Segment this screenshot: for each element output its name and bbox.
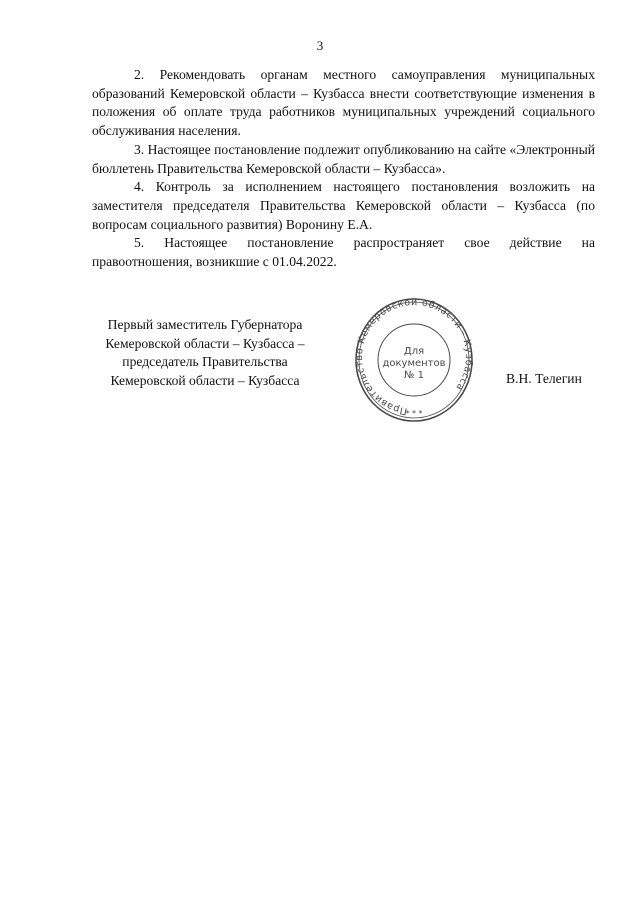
paragraph-5: 5. Настоящее постановление распространяет свое действие на правоотношения, возникшие с 01.04.2022. xyxy=(92,235,595,270)
signatory-position xyxy=(80,316,330,391)
seal-ring-text: Правительство Кемеровской области – Кузбасса xyxy=(354,296,474,417)
paragraph-3: 3. Настоящее постановление подлежит опубликованию на сайте «Электронный бюллетень Правительства Кемеровской области – Кузбасса». xyxy=(92,141,595,176)
seal-center-line: Для xyxy=(403,346,425,357)
official-seal xyxy=(354,296,474,424)
paragraph-2: 2. Рекомендовать органам местного самоуправления муниципальных образований Кемеровской области – Кузбасса внести соответствующие изменения в положения об оплате труда работников муниципальных учреждений социального обслуживания населения. xyxy=(92,67,595,139)
seal-center-line: № 1 xyxy=(404,370,424,381)
position-line: председатель Правительства xyxy=(122,354,288,370)
seal-center-line: документов xyxy=(382,358,446,369)
position-line: Первый заместитель Губернатора xyxy=(107,317,303,332)
page-number: 3 xyxy=(316,38,324,53)
paragraph-4: 4. Контроль за исполнением настоящего постановления возложить на заместителя председателя Правительства Кемеровской области – Кузбасса (по вопросам социального развития) Воронину Е.А. xyxy=(92,179,595,232)
position-line: Кемеровской области – Кузбасса – xyxy=(105,335,305,351)
position-line: Кемеровской области – Кузбасса xyxy=(110,373,300,389)
document-body xyxy=(92,66,595,272)
seal-stars: * * * xyxy=(405,409,423,418)
signatory-name: В.Н. Телегин xyxy=(506,371,582,386)
